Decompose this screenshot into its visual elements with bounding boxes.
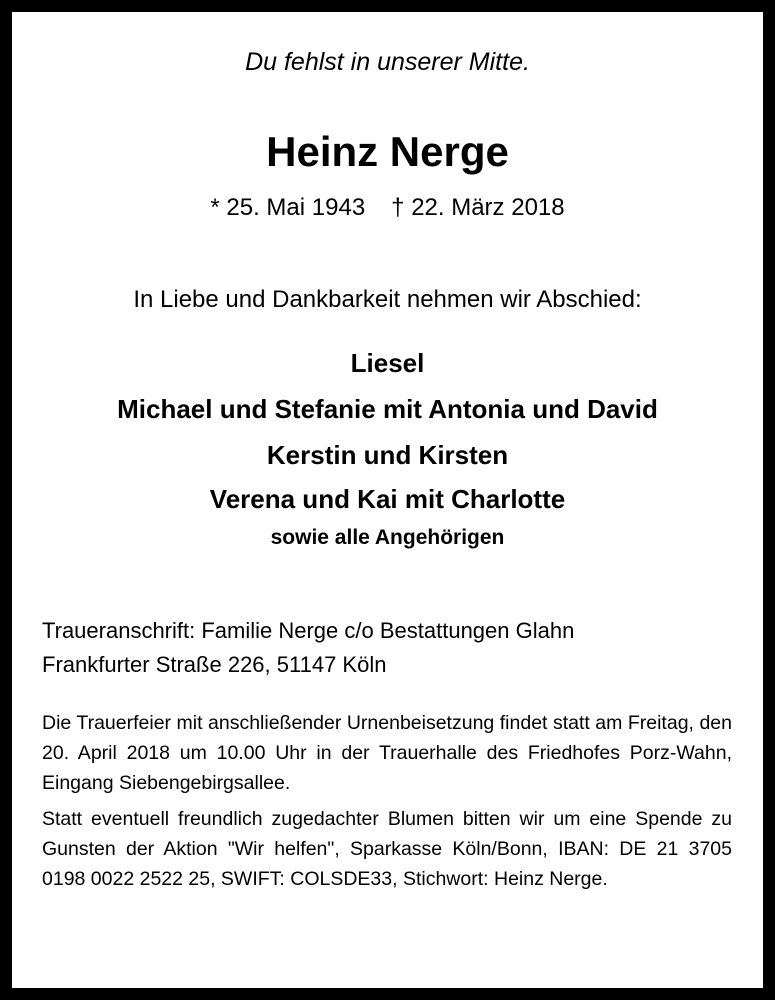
mourner-line: Kerstin und Kirsten — [266, 440, 509, 470]
all-relatives: sowie alle Angehörigen — [270, 526, 505, 549]
mourner-line: Michael und Stefanie mit Antonia und David — [117, 394, 658, 424]
farewell-intro: In Liebe und Dankbarkeit nehmen wir Abschied: — [133, 286, 642, 313]
motto: Du fehlst in unserer Mitte. — [245, 48, 530, 76]
life-dates — [12, 194, 763, 222]
birth-date: * 25. Mai 1943 — [210, 194, 366, 221]
mourner-line: Liesel — [350, 348, 425, 378]
death-date: † 22. März 2018 — [391, 194, 565, 221]
mourning-address-line: Traueranschrift: Familie Nerge c/o Bestattungen Glahn — [42, 618, 575, 643]
donation-paragraph: Statt eventuell freundlich zugedachter Blumen bitten wir um eine Spende zu Gunsten der Aktion "Wir helfen", Sparkasse Köln/Bonn, IBAN: DE 21 3705 0198 0022 2522 25, SWIFT: COLSDE33, Stichwort: Heinz Nerge. — [42, 808, 732, 890]
obituary-notice — [12, 12, 763, 988]
ceremony-paragraph: Die Trauerfeier mit anschließender Urnenbeisetzung findet statt am Freitag, den 20. April 2018 um 10.00 Uhr in der Trauerhalle des Friedhofes Porz-Wahn, Eingang Siebengebirgsallee. — [42, 712, 732, 794]
mourning-address-line: Frankfurter Straße 226, 51147 Köln — [42, 652, 387, 677]
deceased-name: Heinz Nerge — [266, 128, 509, 175]
mourner-line: Verena und Kai mit Charlotte — [209, 484, 566, 514]
